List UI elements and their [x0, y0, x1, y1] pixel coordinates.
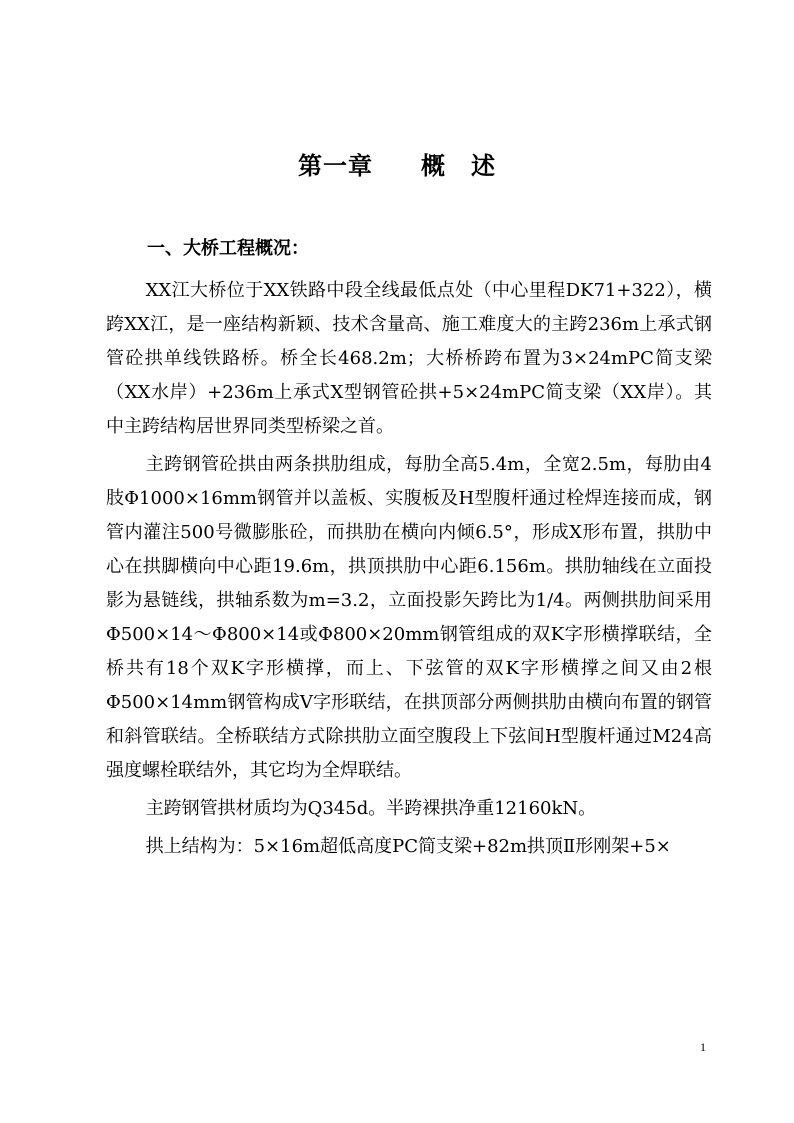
paragraph-main-span-arch: 主跨钢管砼拱由两条拱肋组成，每肋全高5.4m，全宽2.5m，每肋由4肢Φ1000×16mm钢管并以盖板、实腹板及H型腹杆通过栓焊连接而成，钢管内灌注500号微膨胀砼，而拱肋在横向内倾6.5°，形成X形布置，拱肋中心在拱脚横向中心距19.6m，拱顶拱肋中心距6.156m。拱肋轴线在立面投影为悬链线，拱轴系数为m=3.2，立面投影矢跨比为1/4。两侧拱肋间采用Φ500×14～Φ800×14或Φ800×20mm钢管组成的双K字形横撑联结，全桥共有18个双K字形横撑，而上、下弦管的双K字形横撑之间又由2根Φ500×14mm钢管构成V字形联结，在拱顶部分两侧拱肋由横向布置的钢管和斜管联结。全桥联结方式除拱肋立面空腹段上下弦间H型腹杆通过M24高强度螺栓联结外，其它均为全焊联结。 — [106, 454, 712, 781]
section-heading: 一、大桥工程概况： — [147, 238, 309, 259]
body-text — [106, 274, 712, 864]
paragraph-bridge-overview: XX江大桥位于XX铁路中段全线最低点处（中心里程DK71+322），横跨XX江，是一座结构新颖、技术含量高、施工难度大的主跨236m上承式钢管砼拱单线铁路桥。桥全长468.2m；大桥桥跨布置为3×24mPC简支梁（XX水岸）+236m上承式X型钢管砼拱+5×24mPC简支梁（XX岸）。其中主跨结构居世界同类型桥梁之首。 — [106, 280, 712, 437]
chapter-title — [0, 150, 794, 182]
chapter-number: 第一章 — [298, 152, 373, 180]
chapter-name: 概 述 — [421, 152, 496, 180]
page-number: 1 — [700, 1040, 706, 1054]
paragraph-material: 主跨钢管拱材质均为Q345d。半跨裸拱净重12160kN。 — [145, 798, 597, 819]
paragraph-superstructure: 拱上结构为：5×16m超低高度PC简支梁+82m拱顶Ⅱ形刚架+5× — [145, 836, 671, 857]
